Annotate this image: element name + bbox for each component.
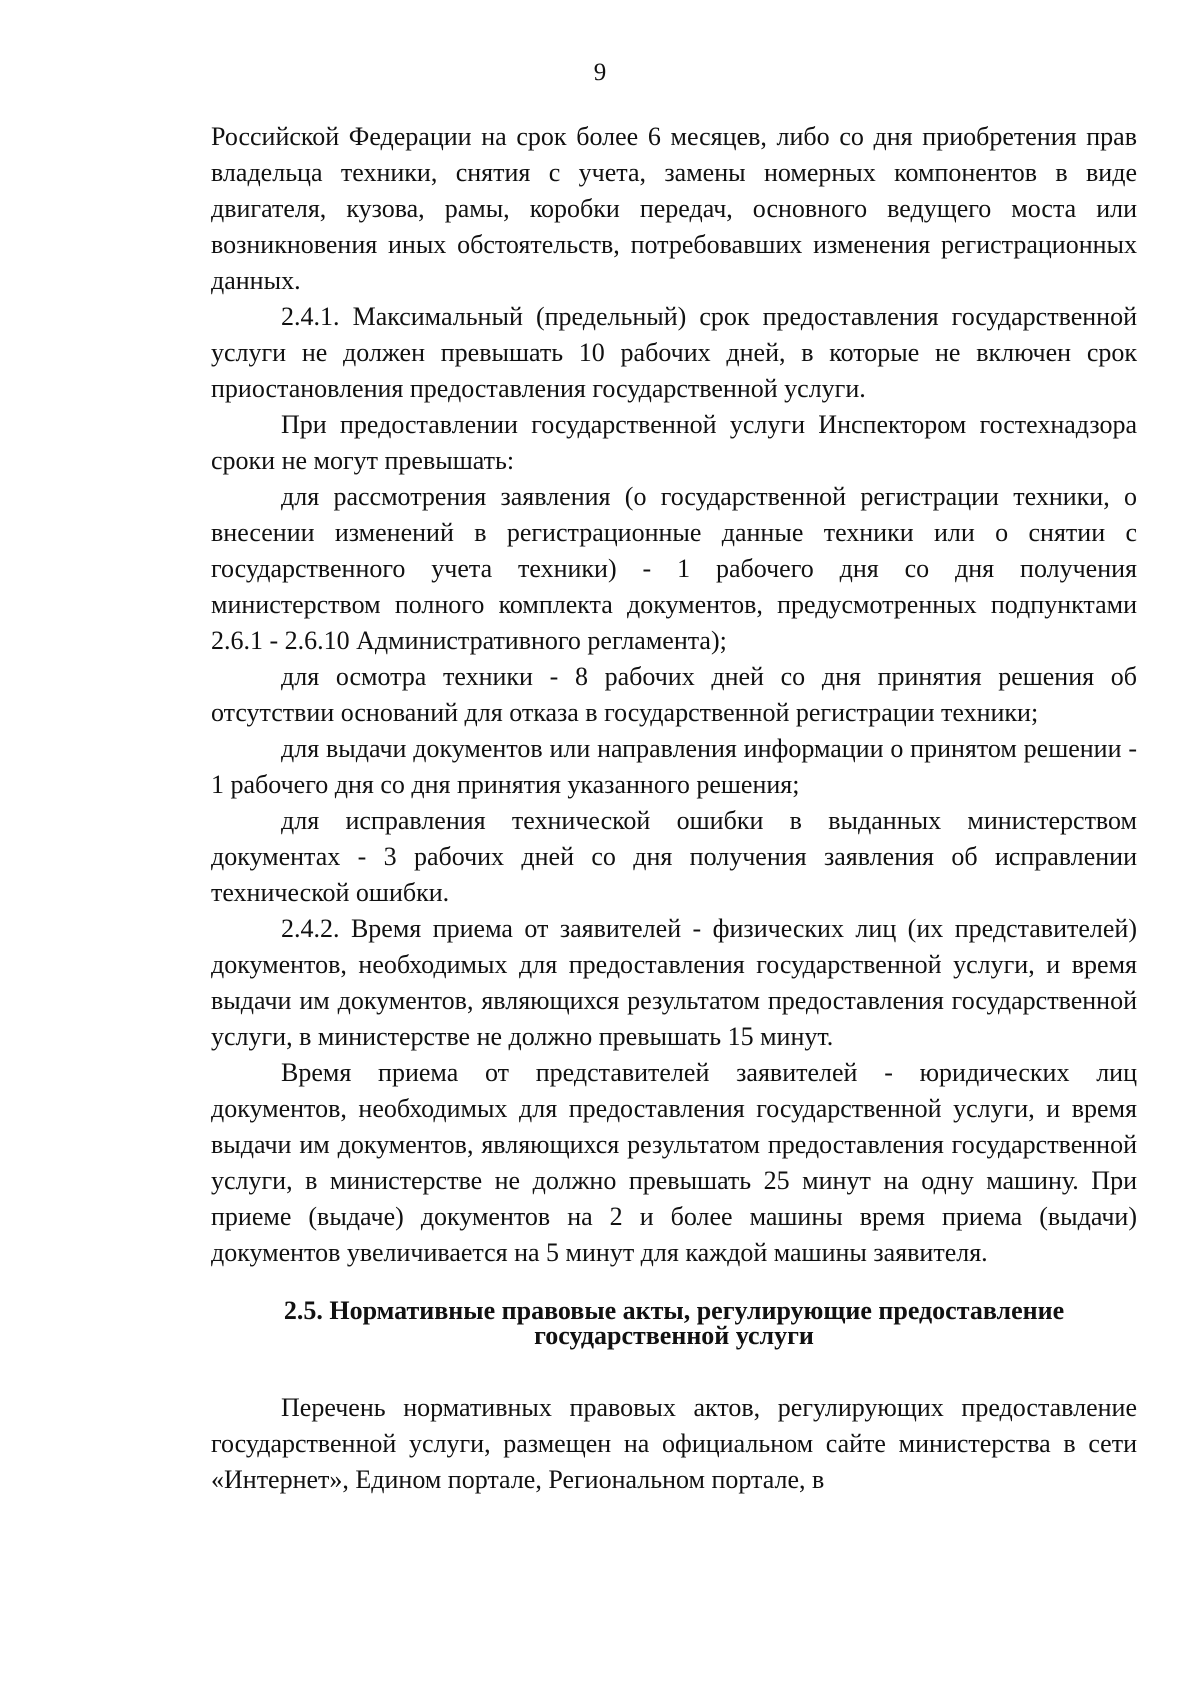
paragraph-inspector-terms: При предоставлении государственной услуги Инспектором гостехнадзора сроки не могут превышать:: [211, 410, 1137, 475]
paragraph-legal-entities-time: Время приема от представителей заявителей - юридических лиц документов, необходимых для предоставления государственной услуги, и время выдачи им документов, являющихся результатом предоставления государственной услуги, в министерстве не должно превышать 25 минут на одну машину. При приеме (выдаче) документов на 2 и более машины время приема (выдачи) документов увеличивается на 5 минут для каждой машины заявителя.: [211, 1058, 1137, 1267]
paragraph-application-review: для рассмотрения заявления (о государственной регистрации техники, о внесении изменений в регистрационные данные техники или о снятии с государственного учета техники) - 1 рабочего дня со дня получения министерством полного комплекта документов, предусмотренных подпунктами 2.6.1 - 2.6.10 Административного регламента);: [211, 482, 1137, 655]
paragraph-error-correction: для исправления технической ошибки в выданных министерством документах - 3 рабочих дней со дня получения заявления об исправлении технической ошибки.: [211, 806, 1137, 907]
paragraph-continuation: Российской Федерации на срок более 6 месяцев, либо со дня приобретения прав владельца техники, снятия с учета, замены номерных компонентов в виде двигателя, кузова, рамы, коробки передач, основного ведущего моста или возникновения иных обстоятельств, потребовавших изменения регистрационных данных.: [211, 122, 1137, 295]
paragraph-legal-acts-list: Перечень нормативных правовых актов, регулирующих предоставление государственной услуги, размещен на официальном сайте министерства в сети «Интернет», Едином портале, Региональном портале, в: [211, 1393, 1137, 1494]
page-number: 9: [593, 59, 607, 86]
paragraph-document-issue: для выдачи документов или направления информации о принятом решении - 1 рабочего дня со дня принятия указанного решения;: [211, 734, 1137, 799]
paragraph-inspection: для осмотра техники - 8 рабочих дней со дня принятия решения об отсутствии оснований для отказа в государственной регистрации техники;: [211, 662, 1137, 727]
paragraph-2-4-2: 2.4.2. Время приема от заявителей - физических лиц (их представителей) документов, необходимых для предоставления государственной услуги, и время выдачи им документов, являющихся результатом предоставления государственной услуги, в министерстве не должно превышать 15 минут.: [211, 914, 1137, 1051]
document-body: [211, 119, 1137, 1498]
section-heading-line-1: 2.5. Нормативные правовые акты, регулирующие предоставление: [283, 1296, 1065, 1325]
section-heading-line-2: государственной услуги: [534, 1321, 814, 1350]
paragraph-2-4-1: 2.4.1. Максимальный (предельный) срок предоставления государственной услуги не должен превышать 10 рабочих дней, в которые не включен срок приостановления предоставления государственной услуги.: [211, 302, 1137, 403]
section-heading-2-5: [211, 1298, 1137, 1348]
